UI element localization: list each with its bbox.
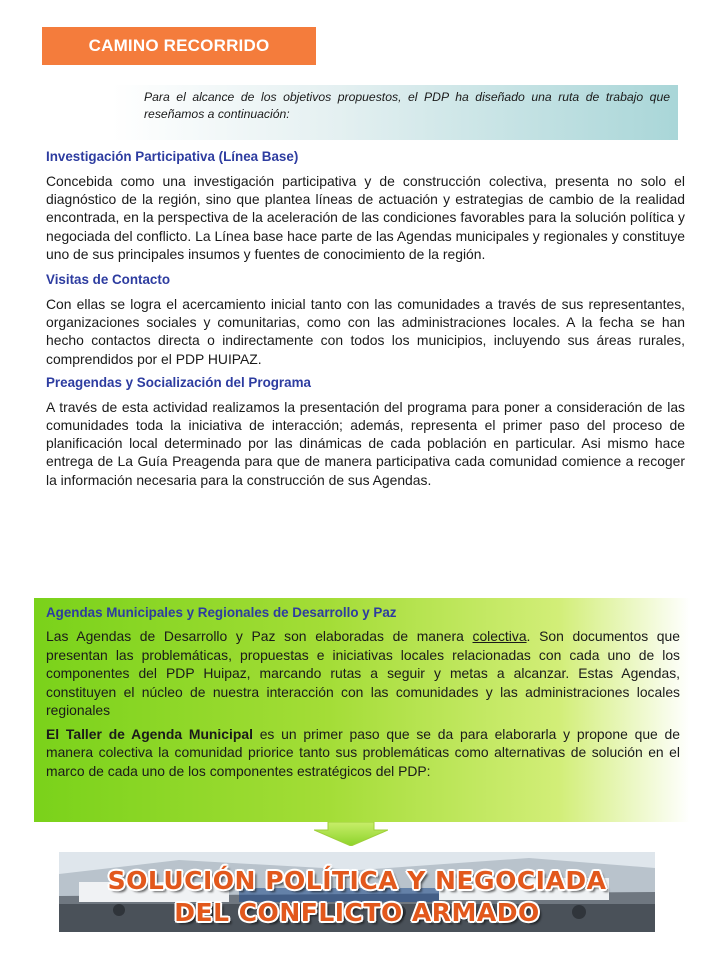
- paragraph-preagendas: A través de esta actividad realizamos la presentación del programa para poner a consideración de las comunidades toda la iniciativa de interacción; además, representa el primer paso del proceso de planificación local determinado por las dinámicas de cada población en particular. Asi mismo hace entrega de La Guía Preagenda para que de manera participativa cada comunidad comience a recoger la información necesaria para la construcción de sus Agendas.: [46, 398, 685, 488]
- banner-title-line1: SOLUCIÓN POLÍTICA Y NEGOCIADA: [107, 866, 607, 895]
- paragraph-agendas: [46, 627, 680, 720]
- taller-text: es un primer paso que se da para elaborarla y propone que de manera colectiva la comunidad priorice tanto sus problemáticas como alternativas de solución en el marco de cada uno de los componentes estratégicos del PDP:: [46, 725, 680, 779]
- paragraph-taller: [46, 725, 680, 781]
- heading-agendas: Agendas Municipales y Regionales de Desarrollo y Paz: [46, 605, 397, 620]
- heading-preagendas: Preagendas y Socialización del Programa: [46, 374, 311, 390]
- section-title-box: [42, 27, 316, 65]
- heading-visitas: Visitas de Contacto: [46, 272, 171, 288]
- agendas-underlined-word: colectiva: [472, 628, 527, 644]
- intro-box: [112, 85, 678, 140]
- intro-text: Para el alcance de los objetivos propuestos, el PDP ha diseñado una ruta de trabajo que reseñamos a continuación:: [144, 90, 670, 121]
- down-arrow-icon: [314, 822, 388, 846]
- paragraph-visitas: Con ellas se logra el acercamiento inicial tanto con las comunidades a través de sus representantes, organizaciones sociales y comunitarias, como con las administraciones locales. A la fecha se han hecho contactos directa o indirectamente con todos los municipios, incluyendo sus áreas rurales, comprendidos por el PDP HUIPAZ.: [46, 296, 685, 367]
- page-title: CAMINO RECORRIDO: [88, 36, 270, 55]
- banner-title-line2: DEL CONFLICTO ARMADO: [174, 898, 540, 927]
- paragraph-investigacion: Concebida como una investigación participativa y de construcción colectiva, presenta no solo el diagnóstico de la región, sino que plantea líneas de actuación y estrategias de cambio de la realidad encontrada, en la perspectiva de la aceleración de las condiciones favorables para la solución política y negociada del conflicto. La Línea base hace parte de las Agendas municipales y regionales y constituye uno de sus principales insumos y fuentes de conocimiento de la región.: [46, 173, 685, 262]
- agendas-text-end: . Son documentos que presentan las problemáticas, propuestas e iniciativas locales relacionadas con cada uno de los componentes del PDP Huipaz, marcando rutas a seguir y metas a alcanzar. Estas Agendas, constituyen el núcleo de nuestra interacción con las comunidades y las administraciones locales regionales: [46, 628, 680, 718]
- main-content: [46, 148, 685, 489]
- taller-bold-label: El Taller de Agenda Municipal: [46, 725, 253, 742]
- heading-investigacion: Investigación Participativa (Línea Base): [46, 149, 299, 164]
- agendas-box: [34, 598, 690, 822]
- agendas-text-start: Las Agendas de Desarrollo y Paz son elaboradas de manera: [46, 628, 473, 644]
- conflict-resolution-banner: [59, 852, 655, 932]
